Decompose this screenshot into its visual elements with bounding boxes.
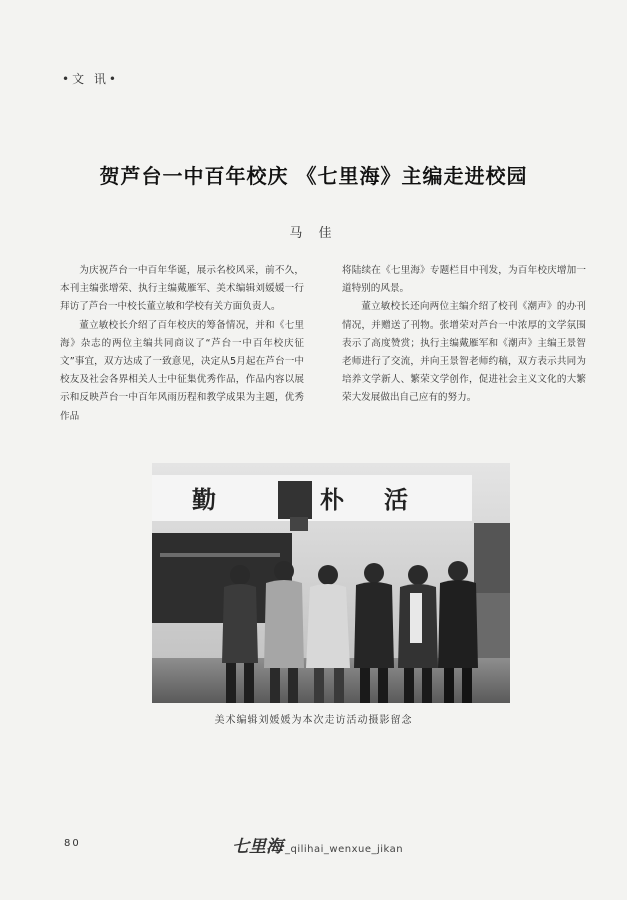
article-column-right: [342, 262, 586, 408]
footer-brand: [232, 832, 403, 857]
article-author: 马 佳: [289, 226, 338, 241]
group-photo-icon: [152, 463, 510, 703]
paragraph: 董立敏校长介绍了百年校庆的筹备情况，并和《七里海》杂志的两位主编共同商议了“芦台一中百年校庆征文”事宜，双方达成了一致意见，决定从5月起在芦台一中校友及社会各界相关人士中征集优秀作品，作品内容以展示和反映芦台一中百年风雨历程和教学成果为主题，优秀作品: [60, 319, 304, 422]
banner-char: 朴: [320, 485, 344, 514]
photo-caption: 美术编辑刘媛媛为本次走访活动摄影留念: [214, 715, 413, 726]
banner-char: 活: [384, 485, 408, 514]
brand-logo: 七里海: [232, 837, 283, 857]
brand-pinyin: _qilihai_wenxue_jikan: [285, 844, 404, 855]
article-column-left: [60, 262, 304, 426]
group-photo: [152, 463, 510, 703]
article-title: 贺芦台一中百年校庆 《七里海》主编走进校园: [99, 164, 528, 188]
page-number: 80: [64, 838, 81, 849]
banner-char: 勤: [192, 485, 216, 514]
section-tag: •文 讯•: [62, 72, 119, 86]
paragraph: 为庆祝芦台一中百年华诞，展示名校风采，前不久，本刊主编张增荣、执行主编戴雁军、美术编辑刘媛媛一行拜访了芦台一中校长董立敏和学校有关方面负责人。: [60, 265, 304, 313]
paragraph: 董立敏校长还向两位主编介绍了校刊《潮声》的办刊情况，并赠送了刊物。张增荣对芦台一中浓厚的文学氛围表示了高度赞赏；执行主编戴雁军和《潮声》主编王景智老师进行了交流，并向王景智老师约稿，双方表示共同为培养文学新人、繁荣文学创作，促进社会主义文化的大繁荣大发展做出自己应有的努力。: [342, 301, 586, 404]
paragraph: 将陆续在《七里海》专题栏目中刊发，为百年校庆增加一道特别的风景。: [342, 265, 586, 295]
